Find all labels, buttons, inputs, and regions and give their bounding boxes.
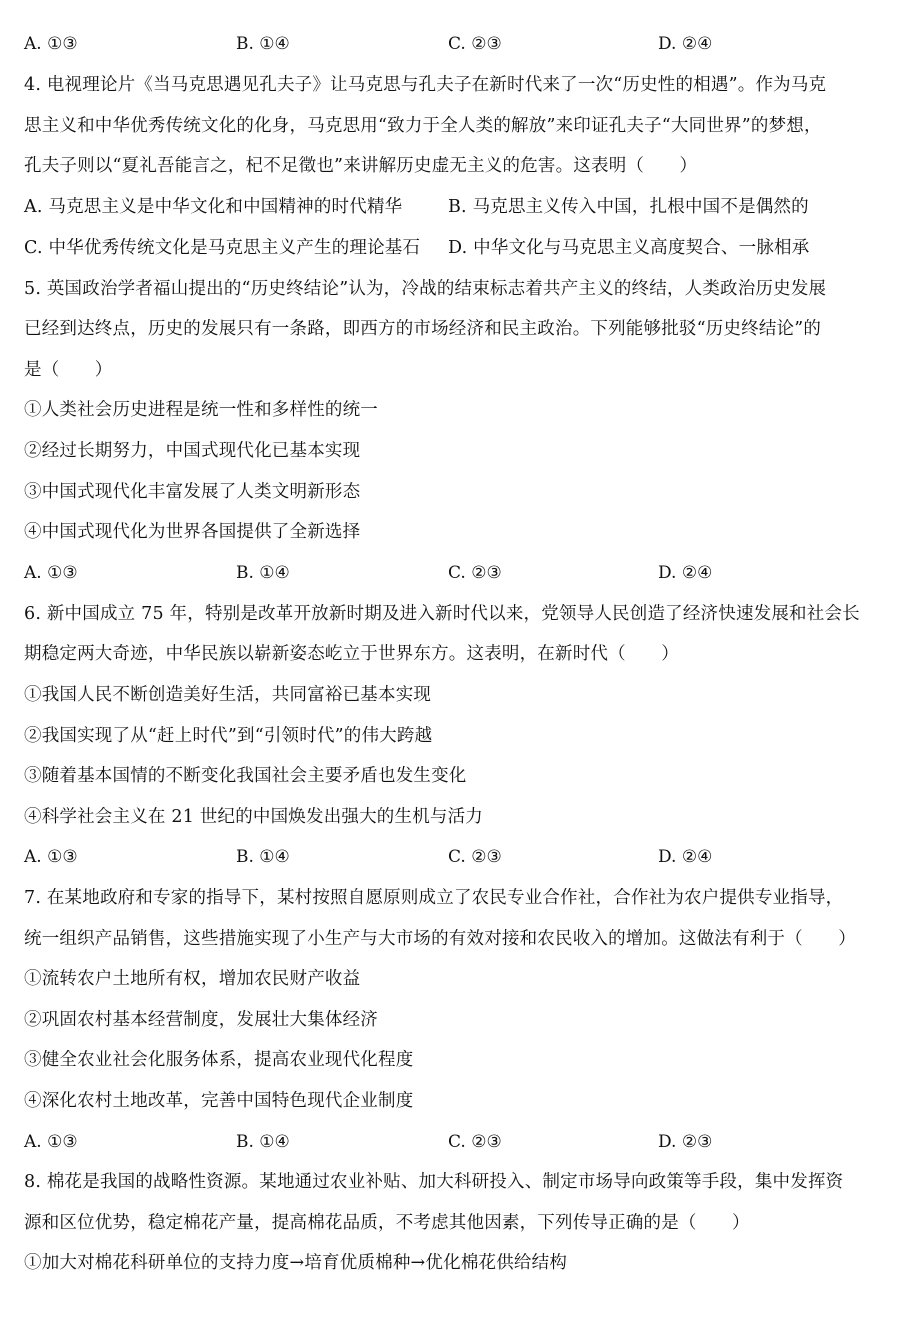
q5-item-3: ③中国式现代化丰富发展了人类文明新形态 [24, 482, 361, 502]
q4-option-c: C. 中华优秀传统文化是马克思主义产生的理论基石 [24, 238, 421, 258]
q5-option-c: C. ②③ [448, 563, 502, 583]
q5-stem-line-3: 是（ ） [24, 360, 113, 380]
q8-stem-line-1: 8. 棉花是我国的战略性资源。某地通过农业补贴、加大科研投入、制定市场导向政策等手段，集中发挥资 [24, 1172, 844, 1192]
q6-item-3: ③随着基本国情的不断变化我国社会主要矛盾也发生变化 [24, 766, 467, 786]
q6-stem-line-1: 6. 新中国成立 75 年，特别是改革开放新时期及进入新时代以来，党领导人民创造了经济快速发展和社会长 [24, 604, 860, 624]
q8-stem-line-2: 源和区位优势，稳定棉花产量，提高棉花品质，不考虑其他因素，下列传导正确的是（ ） [24, 1213, 750, 1233]
q8-item-1: ①加大对棉花科研单位的支持力度→培育优质棉种→优化棉花供给结构 [24, 1253, 568, 1273]
q6-option-b: B. ①④ [236, 847, 290, 867]
q4-option-d: D. 中华文化与马克思主义高度契合、一脉相承 [448, 238, 810, 258]
q5-item-4: ④中国式现代化为世界各国提供了全新选择 [24, 522, 361, 542]
q4-option-a: A. 马克思主义是中华文化和中国精神的时代精华 [24, 197, 403, 217]
q5-stem-line-1: 5. 英国政治学者福山提出的“历史终结论”认为，冷战的结束标志着共产主义的终结，人类政治历史发展 [24, 279, 827, 299]
q7-stem-line-1: 7. 在某地政府和专家的指导下，某村按照自愿原则成立了农民专业合作社，合作社为农户提供专业指导， [24, 888, 844, 908]
q7-option-a: A. ①③ [24, 1132, 78, 1152]
q4-stem-line-1: 4. 电视理论片《当马克思遇见孔夫子》让马克思与孔夫子在新时代来了一次“历史性的相遇”。作为马克 [24, 75, 827, 95]
q3-option-b: B. ①④ [236, 34, 290, 54]
q6-option-a: A. ①③ [24, 847, 78, 867]
q4-option-b: B. 马克思主义传入中国，扎根中国不是偶然的 [448, 197, 809, 217]
q3-option-a: A. ①③ [24, 34, 78, 54]
q7-item-3: ③健全农业社会化服务体系，提高农业现代化程度 [24, 1050, 414, 1070]
q7-option-d: D. ②③ [658, 1132, 713, 1152]
q3-option-d: D. ②④ [658, 34, 713, 54]
q5-stem-line-2: 已经到达终点，历史的发展只有一条路，即西方的市场经济和民主政治。下列能够批驳“历史终结论”的 [24, 319, 822, 339]
q7-item-2: ②巩固农村基本经营制度，发展壮大集体经济 [24, 1010, 378, 1030]
q7-option-b: B. ①④ [236, 1132, 290, 1152]
q5-item-1: ①人类社会历史进程是统一性和多样性的统一 [24, 400, 378, 420]
q3-option-c: C. ②③ [448, 34, 502, 54]
q5-option-a: A. ①③ [24, 563, 78, 583]
q7-option-c: C. ②③ [448, 1132, 502, 1152]
q6-option-d: D. ②④ [658, 847, 713, 867]
q5-option-d: D. ②④ [658, 563, 713, 583]
q7-stem-line-2: 统一组织产品销售，这些措施实现了小生产与大市场的有效对接和农民收入的增加。这做法有利于（ ） [24, 929, 856, 949]
q4-stem-line-3: 孔夫子则以“夏礼吾能言之，杞不足徵也”来讲解历史虚无主义的危害。这表明（ ） [24, 156, 698, 176]
q6-options-row [24, 845, 876, 869]
q6-item-4: ④科学社会主义在 21 世纪的中国焕发出强大的生机与活力 [24, 807, 483, 827]
q7-item-1: ①流转农户土地所有权，增加农民财产收益 [24, 969, 361, 989]
q4-stem-line-2: 思主义和中华优秀传统文化的化身，马克思用“致力于全人类的解放”来印证孔夫子“大同世界”的梦想， [24, 116, 822, 136]
q5-item-2: ②经过长期努力，中国式现代化已基本实现 [24, 441, 361, 461]
q6-option-c: C. ②③ [448, 847, 502, 867]
q6-item-2: ②我国实现了从“赶上时代”到“引领时代”的伟大跨越 [24, 726, 433, 746]
q7-item-4: ④深化农村土地改革，完善中国特色现代企业制度 [24, 1091, 414, 1111]
q6-item-1: ①我国人民不断创造美好生活，共同富裕已基本实现 [24, 685, 432, 705]
q5-option-b: B. ①④ [236, 563, 290, 583]
q5-options-row [24, 561, 876, 585]
q7-options-row [24, 1130, 876, 1154]
q3-options-row [24, 32, 876, 56]
q6-stem-line-2: 期稳定两大奇迹，中华民族以崭新姿态屹立于世界东方。这表明，在新时代（ ） [24, 644, 679, 664]
